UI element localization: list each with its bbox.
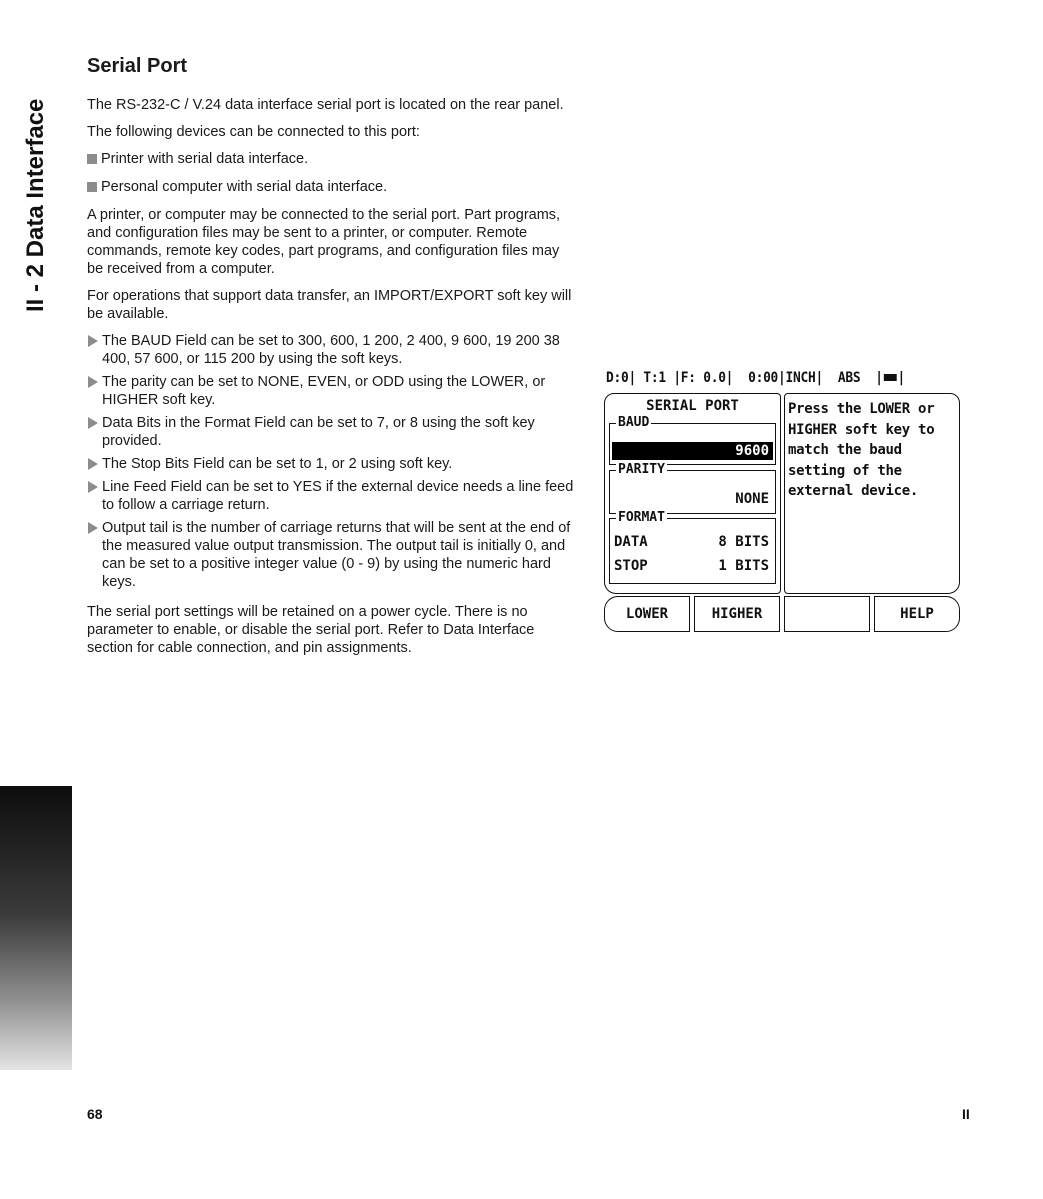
intro-paragraph: The RS-232-C / V.24 data interface serial port is located on the rear panel. — [87, 97, 564, 113]
blank-softkey[interactable] — [784, 596, 870, 632]
format-data-label: DATA — [614, 534, 648, 550]
square-bullet-icon — [87, 182, 97, 192]
parity-value[interactable]: NONE — [735, 491, 769, 507]
status-bar: D:0| T:1 |F: 0.0| 0:00|INCH| ABS | | — [606, 370, 905, 386]
section-title: Serial Port — [87, 55, 188, 77]
parity-field[interactable] — [609, 462, 776, 514]
chapter-tab-gradient — [0, 786, 72, 1070]
setting-item-output-tail: Output tail is the number of carriage returns that will be sent at the end of the measured value output transmission. The output tail is initially 0, and can be set to a positive integer value (0 - 9) by using the numeric hard keys. — [87, 519, 575, 591]
chapter-number: II — [962, 1106, 970, 1122]
setting-item-stop-bits: The Stop Bits Field can be set to 1, or 2 using soft key. — [87, 455, 575, 473]
status-stopwatch: 0:00 — [748, 370, 779, 386]
help-text: Press the LOWER or HIGHER soft key to match the baud setting of the external device. — [788, 401, 935, 499]
triangle-bullet-icon — [88, 417, 98, 429]
format-data-row[interactable] — [614, 534, 769, 550]
device-item: Personal computer with serial data interface. — [87, 178, 575, 196]
battery-icon — [884, 374, 897, 381]
parity-label: PARITY — [618, 462, 665, 477]
format-stop-row[interactable] — [614, 558, 769, 574]
format-data-value: 8 BITS — [718, 534, 769, 550]
triangle-bullet-icon — [88, 335, 98, 347]
higher-softkey[interactable]: HIGHER — [694, 596, 780, 632]
baud-value[interactable]: 9600 — [612, 442, 773, 460]
format-field[interactable] — [609, 510, 776, 584]
format-stop-label: STOP — [614, 558, 648, 574]
device-item: Printer with serial data interface. — [87, 150, 575, 168]
setup-title: SERIAL PORT — [646, 398, 739, 414]
format-stop-value: 1 BITS — [718, 558, 769, 574]
format-label: FORMAT — [618, 510, 665, 525]
status-mode: ABS — [837, 370, 861, 386]
setting-item-data-bits: Data Bits in the Format Field can be set to 7, or 8 using the soft key provided. — [87, 414, 575, 450]
readout-screen — [600, 366, 962, 636]
help-softkey[interactable]: HELP — [874, 596, 960, 632]
setting-item-baud: The BAUD Field can be set to 300, 600, 1 200, 2 400, 9 600, 19 200 38 400, 57 600, or 115 200 by using the soft keys. — [87, 332, 575, 368]
triangle-bullet-icon — [88, 522, 98, 534]
soft-key-bar — [604, 596, 960, 632]
help-panel — [784, 393, 960, 594]
closing-paragraph: The serial port settings will be retained on a power cycle. There is no parameter to enable, or disable the serial port. Refer to Data Interface section for cable connection, and pin assignments. — [87, 604, 535, 656]
connect-paragraph: A printer, or computer may be connected to the serial port. Part programs, and configuration files may be sent to a printer, or computer. Remote commands, remote key codes, part programs, and configuration files may be received from a computer. — [87, 207, 561, 277]
baud-label: BAUD — [618, 415, 650, 430]
lower-softkey[interactable]: LOWER — [604, 596, 690, 632]
triangle-bullet-icon — [88, 481, 98, 493]
baud-field[interactable] — [609, 415, 776, 465]
chapter-side-label: II - 2 Data Interface — [22, 98, 49, 312]
triangle-bullet-icon — [88, 376, 98, 388]
page-number: 68 — [87, 1106, 103, 1122]
status-feed: F: 0.0 — [680, 370, 726, 386]
status-tool: T:1 — [643, 370, 666, 386]
devices-lead-paragraph: The following devices can be connected to this port: — [87, 124, 420, 140]
status-unit: INCH — [785, 370, 816, 386]
softkey-paragraph: For operations that support data transfer, an IMPORT/EXPORT soft key will be available. — [87, 288, 572, 322]
section-content — [87, 54, 575, 666]
setting-item-line-feed: Line Feed Field can be set to YES if the external device needs a line feed to follow a carriage return. — [87, 478, 575, 514]
setup-panel — [604, 393, 781, 594]
square-bullet-icon — [87, 154, 97, 164]
status-datum: D:0 — [606, 370, 629, 386]
setting-item-parity: The parity can be set to NONE, EVEN, or ODD using the LOWER, or HIGHER soft key. — [87, 373, 575, 409]
triangle-bullet-icon — [88, 458, 98, 470]
